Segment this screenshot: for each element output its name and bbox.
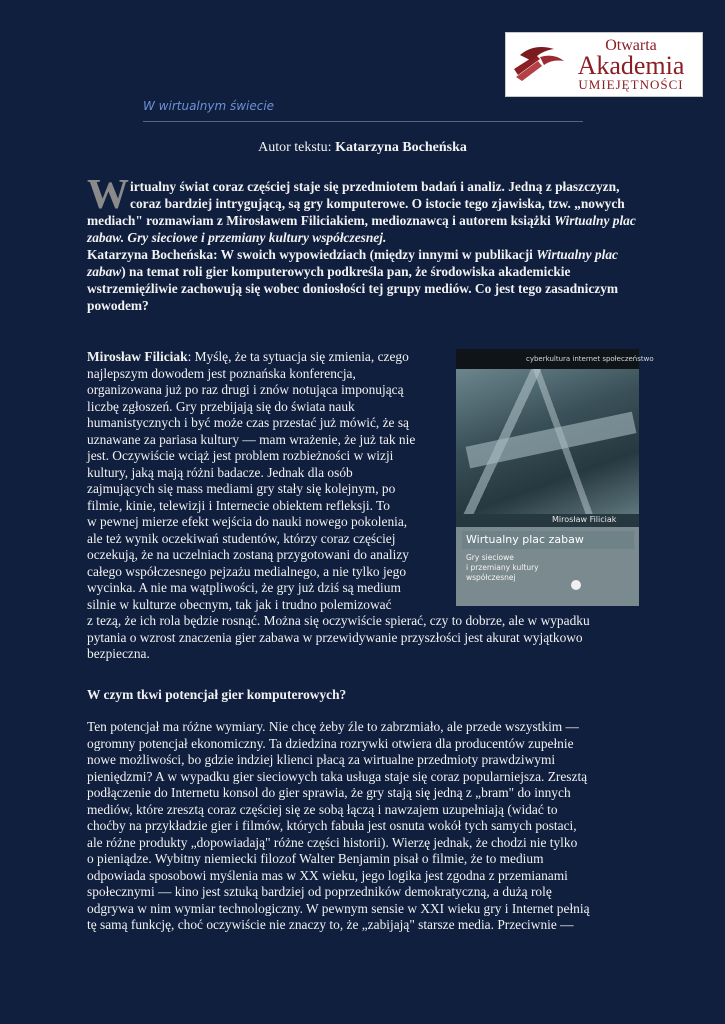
question-1-rest: ) na temat roli gier komputerowych podkreśla pan, że środowiska akademickie wstrzemięźliwie zachowują się wobec doniosłości tej grupy mediów. Co jest tego zasadniczym powodem?: [87, 264, 619, 313]
intro-paragraph: [87, 172, 647, 314]
answer-1-line: z tezą, że ich rola będzie rosnąć. Można się oczywiście spierać, czy to dobrze, ale w wypadku: [87, 613, 590, 628]
answer-1-line: wycinka. A nie ma wątpliwości, że gry już dziś są medium: [87, 580, 401, 595]
answer-1: [87, 349, 647, 663]
answer-2-line: o pieniądze. Wybitny niemiecki filozof Walter Benjamin pisał o filmie, że to medium: [87, 851, 544, 866]
answer-1-line: liczbę zgłoszeń. Gry przebijają się do świata nauk: [87, 398, 355, 414]
logo-line-1: Otwarta: [605, 36, 657, 54]
answer-2-line: podłączenie do Internetu konsol do gier sprawia, że gry stają się jedną z „bram" do innych: [87, 785, 571, 800]
answer-1-line: Mirosław Filiciak: Myślę, że ta sytuacja się zmienia, czego: [87, 349, 409, 364]
answer-2-line: choćby na przykładzie gier i filmów, których fabuła jest osnuta wokół tych samych postaci,: [87, 818, 577, 833]
section-divider: [143, 121, 583, 122]
answer-1-line: uznawane za pariasa kultury — mam wrażenie, że już tak nie: [87, 431, 416, 447]
cover-subtitle-2: i przemiany kultury współczesnej: [466, 563, 539, 582]
answer-1-line: pytania o wzrost znaczenia gier zabawa w przewidywanie przyszłości jest akurat wyjątkowo: [87, 629, 583, 645]
intro-book-title: Wirtualny plac zabaw. Gry sieciowe i przemiany kultury współczesnej.: [87, 213, 636, 245]
answer-1-line: zajmujących się mass mediami gry stały się kolejnym, po: [87, 481, 396, 496]
answer-2-line: ale różne produkty „dopowiadają" różne części historii). Wierzę jednak, że chodzi nie tylko: [87, 834, 578, 850]
section-title: W wirtualnym świecie: [143, 99, 275, 113]
logo-otwarta-akademia: [505, 32, 703, 97]
intro-text: irtualny świat coraz częściej staje się przedmiotem badań i analiz. Jedną z płaszczyzn, coraz bardziej intrygującą, są gry komputerowe. O istocie tego zjawiska, tzw. „nowych mediach" rozmawiam z Mirosławem Filiciakiem, medioznawcą i autorem książki: [87, 179, 625, 228]
answer-2-line: odpowiada sposobowi myślenia mas w XX wieku, jego logika jest zgodna z przemianami: [87, 867, 568, 883]
answer-1-line: jest. Oczywiście wciąż jest problem rozbieżności w wizji: [87, 448, 394, 463]
answer-1-line: oczekują, że na uczelniach zostaną przygotowani do analizy: [87, 547, 409, 562]
answer-2-line: ogromny potencjał ekonomiczny. Ta dziedzina rozrywki otwiera dla producentów zupełnie: [87, 735, 574, 751]
answer-1-line: organizowana już po raz drugi i znów notująca imponującą: [87, 382, 404, 397]
answer-2-line: nowe możliwości, bo gdzie indziej klienci płacą za wirtualne przedmioty prawdziwymi: [87, 752, 556, 767]
answer-2-line: Ten potencjał ma różne wymiary. Nie chcę żeby źle to zabrzmiało, ale przede wszystkim —: [87, 719, 579, 734]
cover-subtitle-1: Gry sieciowe: [466, 553, 514, 562]
question-1-prefix: Katarzyna Bocheńska: W swoich wypowiedziach (między innymi w publikacji: [87, 247, 537, 262]
answer-2-line: tę samą funkcję, choć oczywiście nie znaczy to, że „zabijają" starsze media. Przeciwnie —: [87, 917, 574, 932]
cover-series: cyberkultura internet społeczeństwo: [456, 349, 639, 369]
author-name: Katarzyna Bocheńska: [335, 140, 467, 155]
author-label: Autor tekstu:: [258, 140, 332, 155]
answer-1-line: bezpieczna.: [87, 646, 150, 661]
answer-1-line: filmie, kinie, telewizji i Internecie obiektem refleksji. To: [87, 497, 390, 513]
answer-1-line: kultury, jaką mają różni badacze. Jednak dla osób: [87, 464, 353, 480]
answer-2: [87, 719, 647, 934]
drop-cap: W: [87, 172, 129, 218]
answer-2-line: mediów, które zresztą coraz częściej się ze sobą łączą i nawzajem uzupełniają (widać to: [87, 801, 558, 817]
logo-line-3: UMIEJĘTNOŚCI: [578, 76, 684, 92]
answer-1-speaker: Mirosław Filiciak: [87, 349, 188, 364]
answer-2-line: społecznymi — kino jest sztuką bardziej od poprzedników demokratyczną, a dużą rolę: [87, 884, 552, 899]
question-1-book: Wirtualny plac zabaw: [87, 247, 618, 279]
answer-2-line: odgrywa w nim wymiar technologiczny. W pewnym sensie w XXI wieku gry i Internet pełnią: [87, 900, 590, 916]
answer-1-line: ale też wynik oczekiwań studentów, którzy coraz częściej: [87, 530, 396, 546]
cover-author: Mirosław Filiciak: [552, 515, 617, 524]
answer-2-line: pieniędzmi? A w wypadku gier sieciowych taka usługa staje się coraz popularniejsza. Zresztą: [87, 768, 588, 784]
author-line: [0, 140, 725, 156]
cover-title: Wirtualny plac zabaw: [462, 531, 634, 549]
answer-1-line: humanistycznych i być może czas przestać już mówić, że są: [87, 415, 409, 430]
answer-1-line: najlepszym dowodem jest poznańska konferencja,: [87, 365, 356, 381]
logo-line-2: Akademia: [577, 50, 685, 80]
answer-1-line: silnie w kulturze obecnym, tak jak i trudno polemizować: [87, 596, 392, 612]
question-2: W czym tkwi potencjał gier komputerowych?: [87, 687, 347, 702]
answer-1-line: całego współczesnego pejzażu medialnego, a nie tylko jego: [87, 563, 407, 579]
book-bird-logo-icon: [510, 35, 566, 95]
answer-1-line: w pewnej mierze efekt wejścia do nauki nowego pokolenia,: [87, 514, 408, 529]
